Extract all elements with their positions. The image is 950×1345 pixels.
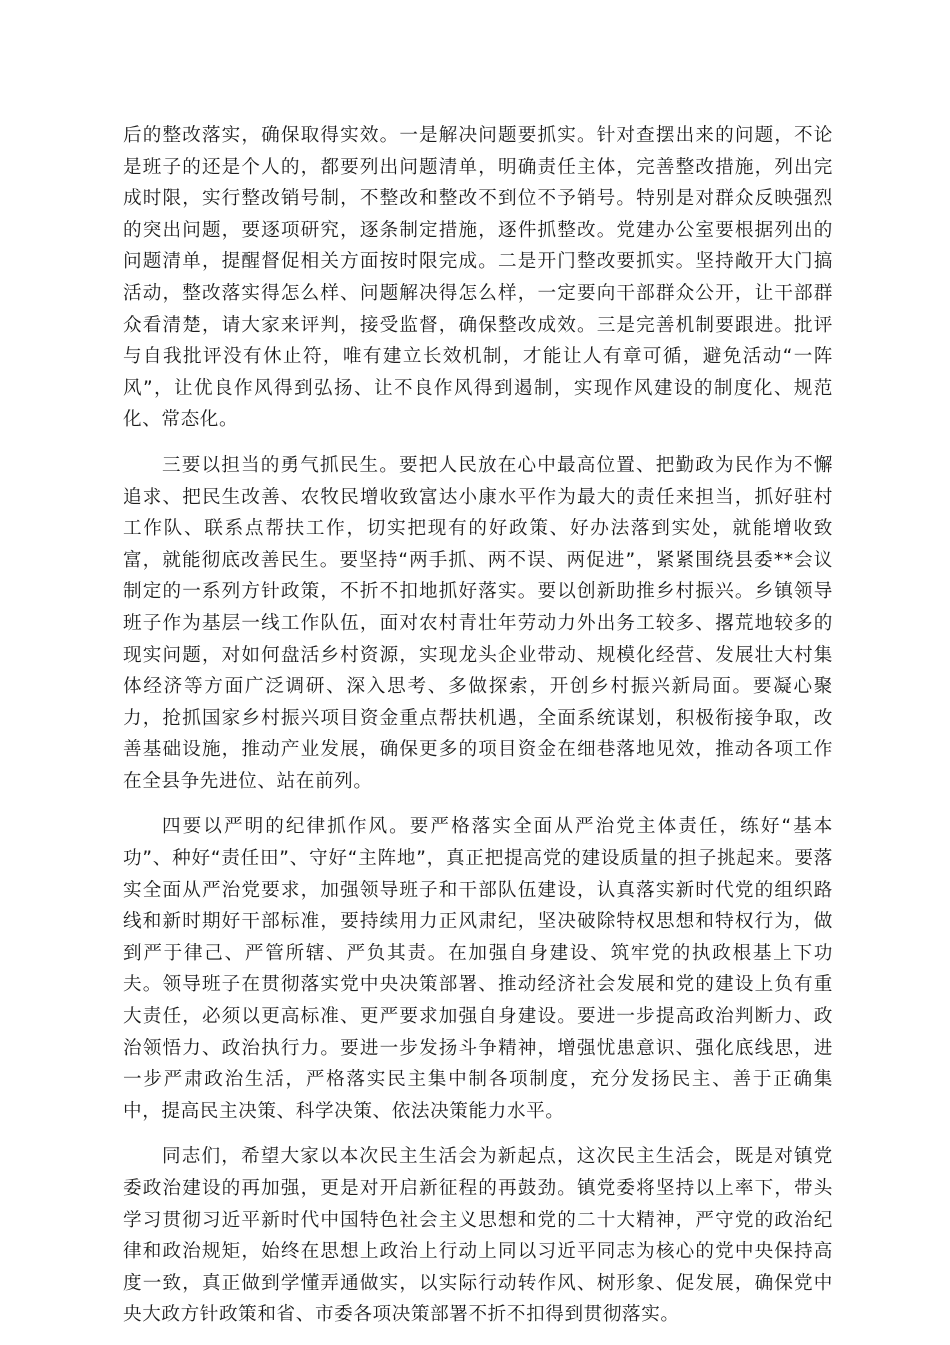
document-page [123, 120, 833, 1345]
paragraph-rectification-continued: 后的整改落实，确保取得实效。一是解决问题要抓实。针对查摆出来的问题，不论是班子的还是个人的，都要列出问题清单，明确责任主体，完善整改措施，列出完成时限，实行整改销号制，不整改和整改不到位不予销号。特别是对群众反映强烈的突出问题，要逐项研究，逐条制定措施，逐件抓整改。党建办公室要根据列出的问题清单，提醒督促相关方面按时限完成。二是开门整改要抓实。坚持敞开大门搞活动，整改落实得怎么样、问题解决得怎么样，一定要向干部群众公开，让干部群众看清楚，请大家来评判，接受监督，确保整改成效。三是完善机制要跟进。批评与自我批评没有休止符，唯有建立长效机制，才能让人有章可循，避免活动“一阵风”，让优良作风得到弘扬、让不良作风得到遏制，实现作风建设的制度化、规范化、常态化。 [123, 125, 833, 431]
paragraph-discipline: 四要以严明的纪律抓作风。要严格落实全面从严治党主体责任，练好“基本功”、种好“责任田”、守好“主阵地”，真正把提高党的建设质量的担子挑起来。要落实全面从严治党要求，加强领导班子和干部队伍建设，认真落实新时代党的组织路线和新时期好干部标准，要持续用力正风肃纪，坚决破除特权思想和特权行为，做到严于律己、严管所辖、严负其责。在加强自身建设、筑牢党的执政根基上下功夫。领导班子在贯彻落实党中央决策部署、推动经济社会发展和党的建设上负有重大责任，必须以更高标准、更严要求加强自身建设。要进一步提高政治判断力、政治领悟力、政治执行力。要进一步发扬斗争精神，增强忧患意识、强化底线思，进一步严肃政治生活，严格落实民主集中制各项制度，充分发扬民主、善于正确集中，提高民主决策、科学决策、依法决策能力水平。 [123, 816, 833, 1122]
paragraph-livelihood: 三要以担当的勇气抓民生。要把人民放在心中最高位置、把勤政为民作为不懈追求、把民生改善、农牧民增收致富达小康水平作为最大的责任来担当，抓好驻村工作队、联系点帮扶工作，切实把现有的好政策、好办法落到实处，就能增收致富，就能彻底改善民生。要坚持“两手抓、两不误、两促进”，紧紧围绕县委**会议制定的一系列方针政策，不折不扣地抓好落实。要以创新助推乡村振兴。乡镇领导班子作为基层一线工作队伍，面对农村青壮年劳动力外出务工较多、撂荒地较多的现实问题，对如何盘活乡村资源，实现龙头企业带动、规模化经营、发展壮大村集体经济等方面广泛调研、深入思考、多做探索，开创乡村振兴新局面。要凝心聚力，抢抓国家乡村振兴项目资金重点帮扶机遇，全面系统谋划，积极衔接争取，改善基础设施，推动产业发展，确保更多的项目资金在细巷落地见效，推动各项工作在全县争先进位、站在前列。 [123, 454, 833, 792]
paragraph-closing: 同志们，希望大家以本次民主生活会为新起点，这次民主生活会，既是对镇党委政治建设的再加强，更是对开启新征程的再鼓劲。镇党委将坚持以上率下，带头学习贯彻习近平新时代中国特色社会主义思想和党的二十大精神，严守党的政治纪律和政治规矩，始终在思想上政治上行动上同以习近平同志为核心的党中央保持高度一致，真正做到学懂弄通做实，以实际行动转作风、树形象、促发展，确保党中央大政方针政策和省、市委各项决策部署不折不扣得到贯彻落实。 [123, 1146, 833, 1326]
